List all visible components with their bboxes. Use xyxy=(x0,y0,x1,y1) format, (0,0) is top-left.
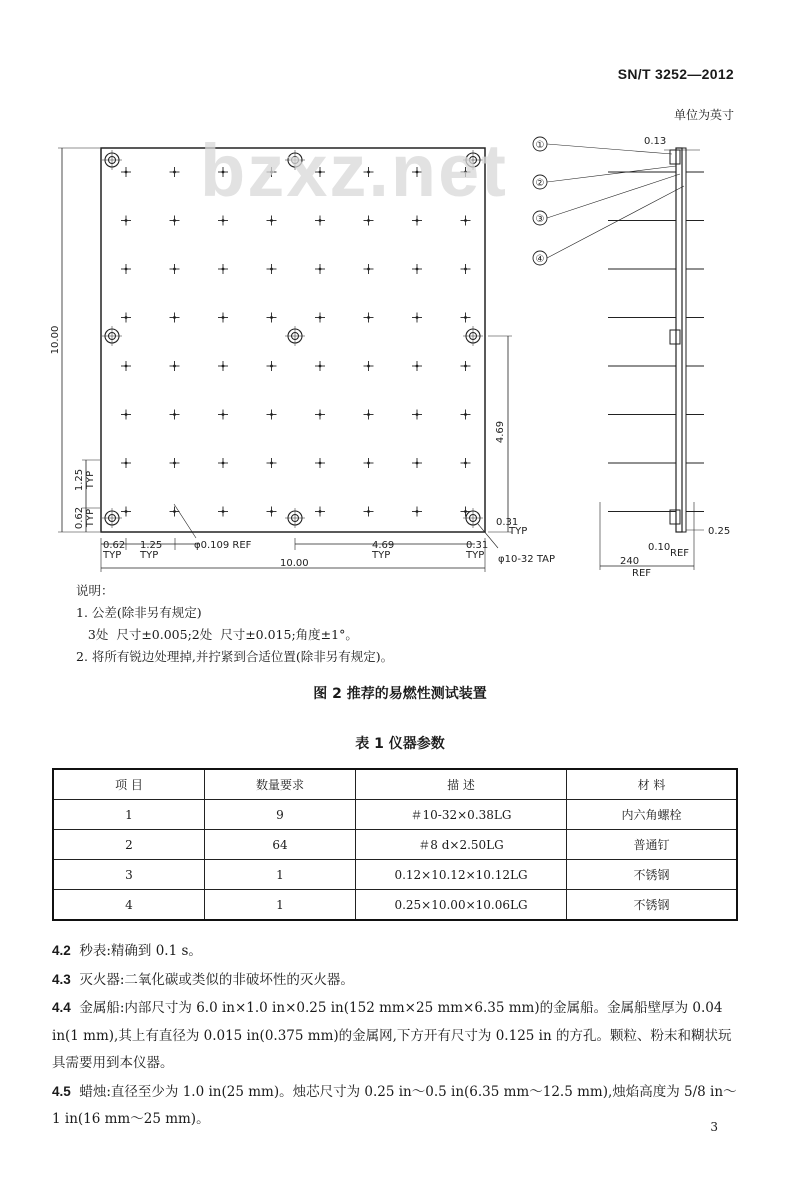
nail-mark xyxy=(412,507,422,517)
dim-left-125: 1.25 xyxy=(74,468,85,492)
dim-right-typ1: TYP xyxy=(509,526,528,537)
dim-bot-hole: φ0.109 REF xyxy=(194,540,252,551)
nail-mark xyxy=(412,313,422,323)
nail-mark xyxy=(461,361,471,371)
standard-number: SN/T 3252—2012 xyxy=(617,66,734,82)
notes-heading: 说明： xyxy=(76,583,114,598)
cell-description: ＃10-32×0.38LG xyxy=(356,800,567,830)
dim-bot-typ4: TYP xyxy=(466,550,485,561)
side-view xyxy=(600,148,704,570)
dim-left-062: 0.62 xyxy=(74,506,85,530)
table-row xyxy=(53,860,737,890)
table-caption: 表 1 仪器参数 xyxy=(355,736,445,752)
cell-quantity: 9 xyxy=(205,800,356,830)
dim-bot-typ1: TYP xyxy=(103,550,122,561)
nail-mark xyxy=(218,264,228,274)
nail-mark xyxy=(315,361,325,371)
nail-mark xyxy=(412,216,422,226)
section-text: 灭火器:二氧化碳或类似的非破坏性的灭火器。 xyxy=(79,971,354,988)
dim-right-469: 4.69 xyxy=(495,420,506,444)
nail-mark xyxy=(461,264,471,274)
page-number: 3 xyxy=(710,1120,718,1134)
dim-left-height: 10.00 xyxy=(50,325,61,355)
nail-mark xyxy=(364,216,374,226)
cell-description: 0.12×10.12×10.12LG xyxy=(356,860,567,890)
notes-line-1: 1. 公差(除非另有规定) xyxy=(76,605,202,620)
nail-mark xyxy=(412,410,422,420)
nail-mark xyxy=(461,313,471,323)
svg-text:④: ④ xyxy=(535,254,545,265)
nail-mark xyxy=(218,313,228,323)
nail-mark xyxy=(218,216,228,226)
nail-mark xyxy=(267,313,277,323)
nail-mark xyxy=(315,410,325,420)
table-row xyxy=(53,800,737,830)
nail-mark xyxy=(170,313,180,323)
dim-bot-031b: 0.31 xyxy=(466,540,489,551)
dim-bot-typ2: TYP xyxy=(140,550,159,561)
nail-mark xyxy=(364,507,374,517)
nail-mark xyxy=(461,410,471,420)
dim-side-013: 0.13 xyxy=(644,136,667,147)
nail-mark xyxy=(364,361,374,371)
nail-mark xyxy=(170,361,180,371)
nail-mark xyxy=(170,507,180,517)
nail-mark xyxy=(170,410,180,420)
figure-caption: 图 2 推荐的易燃性测试装置 xyxy=(313,686,487,702)
nail-mark xyxy=(364,458,374,468)
nail-mark xyxy=(315,458,325,468)
svg-text:②: ② xyxy=(535,178,545,189)
nail-mark xyxy=(121,313,131,323)
nail-mark xyxy=(412,458,422,468)
col-header-quantity: 数量要求 xyxy=(205,769,356,800)
nail-mark xyxy=(170,167,180,177)
bolt-hole xyxy=(285,326,305,346)
dim-bot-062: 0.62 xyxy=(103,540,126,551)
parameters-table xyxy=(52,768,738,921)
dim-bot-tap: φ10-32 TAP xyxy=(498,554,556,565)
nail-mark xyxy=(170,458,180,468)
nail-mark xyxy=(218,361,228,371)
callout-2 xyxy=(533,166,676,189)
section-4-4 xyxy=(52,994,742,1078)
nail-mark xyxy=(315,264,325,274)
cell-item: 3 xyxy=(53,860,205,890)
nail-mark xyxy=(315,313,325,323)
bolt-hole xyxy=(285,508,305,528)
cell-quantity: 64 xyxy=(205,830,356,860)
bolt-hole xyxy=(463,326,483,346)
dim-side-010: 0.10 xyxy=(648,542,671,553)
cell-material: 普通钉 xyxy=(567,830,738,860)
nail-mark xyxy=(364,410,374,420)
cell-material: 不锈钢 xyxy=(567,890,738,921)
svg-text:①: ① xyxy=(535,140,545,151)
bolt-hole xyxy=(102,150,122,170)
section-4-5 xyxy=(52,1078,742,1134)
section-number: 4.5 xyxy=(52,1083,71,1099)
nail-mark xyxy=(364,264,374,274)
nail-mark xyxy=(315,507,325,517)
watermark: bzxz.net xyxy=(200,129,508,212)
col-header-material: 材 料 xyxy=(567,769,738,800)
nail-mark xyxy=(170,216,180,226)
section-text: 金属船:内部尺寸为 6.0 in×1.0 in×0.25 in(152 mm×25 mm×6.35 mm)的金属船。金属船壁厚为 0.04 in(1 mm),其上有直径为 0.015 in(0.375 mm)的金属网,下方开有尺寸为 0.125 in 的方孔。颗粒、粉末和糊状玩具需要用到本仪器。 xyxy=(52,1000,732,1071)
table-header-row xyxy=(53,769,737,800)
nail-mark xyxy=(121,264,131,274)
body-text xyxy=(52,937,742,1134)
cell-material: 内六角螺栓 xyxy=(567,800,738,830)
nail-mark xyxy=(267,361,277,371)
nail-mark xyxy=(121,361,131,371)
bolt-hole xyxy=(102,508,122,528)
dim-bot-typ3: TYP xyxy=(372,550,391,561)
nail-mark xyxy=(461,458,471,468)
nail-mark xyxy=(121,216,131,226)
section-number: 4.4 xyxy=(52,1000,71,1015)
nail-mark xyxy=(461,216,471,226)
nail-mark xyxy=(218,458,228,468)
section-text: 蜡烛:直径至少为 1.0 in(25 mm)。烛芯尺寸为 0.25 in～0.5 in(6.35 mm～12.5 mm),烛焰高度为 5/8 in～1 in(16 mm～25 mm)。 xyxy=(52,1083,737,1127)
nail-mark xyxy=(315,216,325,226)
dim-side-ref1: REF xyxy=(670,548,690,559)
nail-mark xyxy=(267,410,277,420)
dim-bot-width: 10.00 xyxy=(280,558,309,569)
cell-item: 1 xyxy=(53,800,205,830)
dim-left-typ2: TYP xyxy=(85,508,96,528)
col-header-description: 描 述 xyxy=(356,769,567,800)
dim-left-typ1: TYP xyxy=(85,470,96,490)
cell-quantity: 1 xyxy=(205,860,356,890)
table-row xyxy=(53,830,737,860)
notes-line-2: 3处 尺寸±0.005;2处 尺寸±0.015;角度±1°。 xyxy=(76,627,358,642)
nail-mark xyxy=(121,167,131,177)
notes-line-3: 2. 将所有锐边处理掉,并拧紧到合适位置(除非另有规定)。 xyxy=(76,649,394,664)
unit-note: 单位为英寸 xyxy=(673,108,734,122)
cell-quantity: 1 xyxy=(205,890,356,921)
section-4-3 xyxy=(52,966,742,995)
section-4-2 xyxy=(52,937,742,966)
dim-bot-125: 1.25 xyxy=(140,540,163,551)
svg-text:③: ③ xyxy=(535,214,545,225)
nail-mark xyxy=(121,507,131,517)
nail-mark xyxy=(267,264,277,274)
dim-side-025: 0.25 xyxy=(708,526,731,537)
cell-description: ＃8 d×2.50LG xyxy=(356,830,567,860)
drawing-notes xyxy=(76,580,393,668)
cell-item: 2 xyxy=(53,830,205,860)
dim-bot-469: 4.69 xyxy=(372,540,395,551)
dim-side-240: 240 xyxy=(620,556,640,567)
nail-mark xyxy=(267,216,277,226)
section-number: 4.2 xyxy=(52,943,71,958)
nail-mark xyxy=(412,361,422,371)
nail-mark xyxy=(364,313,374,323)
table-row xyxy=(53,890,737,921)
dim-right-031a: 0.31 xyxy=(496,517,519,528)
col-header-item: 项 目 xyxy=(53,769,205,800)
bolt-hole xyxy=(102,326,122,346)
nail-mark xyxy=(267,507,277,517)
nail-mark xyxy=(267,458,277,468)
nail-mark xyxy=(121,410,131,420)
cell-material: 不锈钢 xyxy=(567,860,738,890)
section-text: 秒表:精确到 0.1 s。 xyxy=(79,943,202,959)
nail-mark xyxy=(170,264,180,274)
dim-side-ref2: REF xyxy=(632,568,652,579)
nail-mark xyxy=(218,410,228,420)
nail-mark xyxy=(412,264,422,274)
cell-description: 0.25×10.00×10.06LG xyxy=(356,890,567,921)
nail-mark xyxy=(121,458,131,468)
cell-item: 4 xyxy=(53,890,205,921)
section-number: 4.3 xyxy=(52,971,71,987)
nail-mark xyxy=(218,507,228,517)
